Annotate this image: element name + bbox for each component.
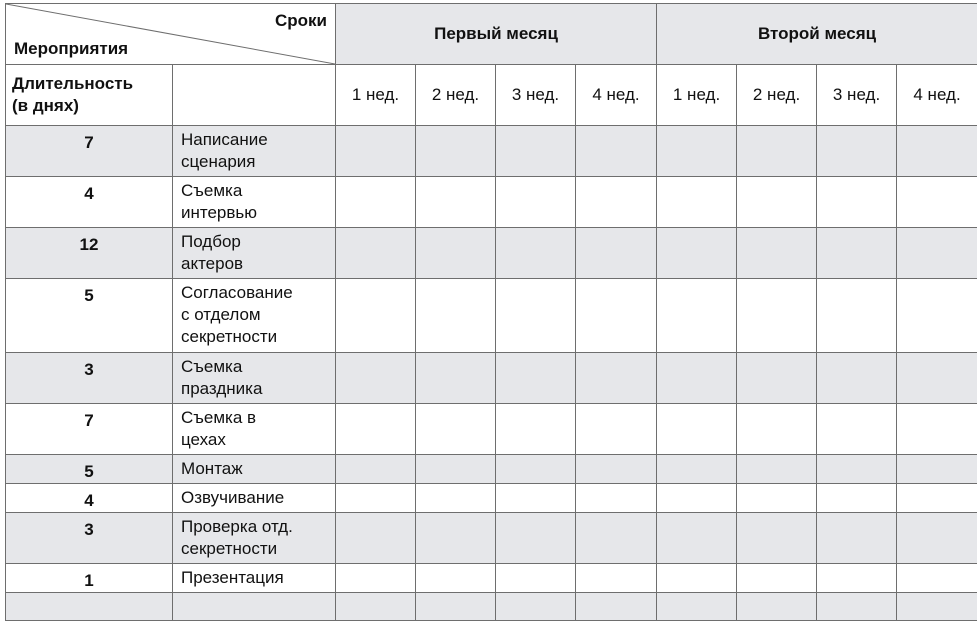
corner-label-terms: Сроки [274, 11, 327, 30]
task-row [6, 564, 977, 593]
task-row [6, 484, 977, 513]
schedule-cell [576, 564, 657, 593]
task-name-line: Презентация [181, 568, 284, 587]
schedule-cell [496, 228, 576, 279]
task-duration: 3 [6, 353, 173, 404]
schedule-cell [737, 228, 817, 279]
schedule-cell [817, 455, 897, 484]
schedule-cell [657, 126, 737, 177]
schedule-cell [416, 455, 496, 484]
task-name-line: цехах [181, 430, 226, 449]
schedule-cell [737, 484, 817, 513]
schedule-cell [336, 126, 416, 177]
task-name-line: Съемка [181, 357, 243, 376]
schedule-cell [817, 228, 897, 279]
schedule-cell [336, 455, 416, 484]
schedule-cell [416, 353, 496, 404]
task-name-line: Озвучивание [181, 488, 285, 507]
schedule-cell [496, 593, 576, 621]
schedule-cell [496, 484, 576, 513]
schedule-cell [657, 455, 737, 484]
schedule-cell [336, 353, 416, 404]
task-name [173, 279, 336, 353]
task-duration: 3 [6, 513, 173, 564]
task-name [173, 513, 336, 564]
schedule-cell [336, 513, 416, 564]
task-row [6, 455, 977, 484]
schedule-cell [817, 564, 897, 593]
schedule-cell [737, 177, 817, 228]
task-name-line: Проверка отд. [181, 517, 293, 536]
schedule-cell [576, 455, 657, 484]
schedule-cell [737, 353, 817, 404]
task-header-blank [173, 65, 336, 126]
schedule-cell [817, 484, 897, 513]
gantt-schedule-table [5, 3, 977, 621]
task-duration: 4 [6, 484, 173, 513]
task-row [6, 593, 977, 621]
task-name [173, 177, 336, 228]
task-name-line: Подбор [181, 232, 241, 251]
schedule-cell [737, 593, 817, 621]
schedule-cell [657, 228, 737, 279]
week-header-m2-w4: 4 нед. [897, 65, 977, 126]
task-name-line: Написание [181, 130, 268, 149]
schedule-cell [496, 126, 576, 177]
schedule-cell [657, 513, 737, 564]
task-name-line: Согласование [181, 283, 293, 302]
task-name [173, 484, 336, 513]
schedule-cell [737, 404, 817, 455]
schedule-cell [496, 564, 576, 593]
task-row [6, 126, 977, 177]
task-name-line: сценария [181, 152, 256, 171]
schedule-cell [416, 593, 496, 621]
task-name-line: актеров [181, 254, 244, 273]
schedule-cell [496, 513, 576, 564]
task-row [6, 177, 977, 228]
schedule-cell [416, 126, 496, 177]
schedule-cell [737, 126, 817, 177]
task-name-line: с отделом [181, 305, 261, 324]
schedule-cell [817, 353, 897, 404]
schedule-cell [657, 404, 737, 455]
task-row [6, 279, 977, 353]
schedule-cell [657, 279, 737, 353]
schedule-cell [897, 513, 977, 564]
schedule-cell [817, 279, 897, 353]
schedule-cell [416, 484, 496, 513]
schedule-cell [817, 126, 897, 177]
duration-header-line2: (в днях) [12, 96, 79, 115]
task-name [173, 564, 336, 593]
week-header-m2-w1: 1 нед. [657, 65, 737, 126]
task-duration: 1 [6, 564, 173, 593]
task-duration: 5 [6, 455, 173, 484]
task-name-line: праздника [181, 379, 263, 398]
task-name-line: секретности [181, 539, 278, 558]
schedule-cell [496, 279, 576, 353]
week-header-m1-w4: 4 нед. [576, 65, 657, 126]
schedule-cell [897, 126, 977, 177]
corner-header-cell [6, 4, 336, 65]
duration-header [6, 65, 173, 126]
week-header-row [6, 65, 977, 126]
schedule-cell [496, 353, 576, 404]
schedule-cell [817, 593, 897, 621]
schedule-cell [336, 564, 416, 593]
task-name-line: секретности [181, 327, 278, 346]
corner-label-activities: Мероприятия [14, 39, 129, 58]
month-header-row [6, 4, 977, 65]
task-name [173, 126, 336, 177]
schedule-cell [657, 177, 737, 228]
task-name [173, 593, 336, 621]
task-row [6, 513, 977, 564]
task-duration: 7 [6, 126, 173, 177]
schedule-cell [576, 126, 657, 177]
schedule-cell [817, 177, 897, 228]
schedule-cell [336, 177, 416, 228]
schedule-cell [416, 404, 496, 455]
task-name [173, 353, 336, 404]
schedule-cell [737, 564, 817, 593]
schedule-cell [336, 279, 416, 353]
schedule-cell [576, 484, 657, 513]
task-name-line: интервью [181, 203, 258, 222]
schedule-cell [897, 593, 977, 621]
month-2-header: Второй месяц [657, 4, 977, 65]
schedule-cell [657, 564, 737, 593]
task-row [6, 353, 977, 404]
schedule-cell [817, 513, 897, 564]
schedule-cell [336, 404, 416, 455]
schedule-cell [576, 593, 657, 621]
schedule-cell [657, 593, 737, 621]
schedule-cell [657, 484, 737, 513]
schedule-cell [416, 228, 496, 279]
task-duration: 5 [6, 279, 173, 353]
week-header-m1-w2: 2 нед. [416, 65, 496, 126]
task-row [6, 404, 977, 455]
schedule-cell [576, 404, 657, 455]
schedule-cell [817, 404, 897, 455]
task-duration: 4 [6, 177, 173, 228]
schedule-cell [897, 484, 977, 513]
task-name [173, 404, 336, 455]
task-name-line: Съемка в [181, 408, 257, 427]
schedule-cell [657, 353, 737, 404]
task-name-line: Монтаж [181, 459, 243, 478]
schedule-cell [897, 404, 977, 455]
schedule-cell [897, 353, 977, 404]
duration-header-line1: Длительность [12, 74, 134, 93]
task-duration: 12 [6, 228, 173, 279]
schedule-cell [416, 177, 496, 228]
task-name [173, 228, 336, 279]
task-row [6, 228, 977, 279]
task-duration: 7 [6, 404, 173, 455]
week-header-m2-w2: 2 нед. [737, 65, 817, 126]
schedule-cell [576, 177, 657, 228]
schedule-cell [336, 228, 416, 279]
week-header-m2-w3: 3 нед. [817, 65, 897, 126]
schedule-cell [336, 593, 416, 621]
schedule-cell [576, 513, 657, 564]
schedule-cell [576, 353, 657, 404]
schedule-cell [897, 177, 977, 228]
schedule-cell [737, 279, 817, 353]
task-name [173, 455, 336, 484]
schedule-cell [897, 228, 977, 279]
schedule-cell [897, 279, 977, 353]
week-header-m1-w1: 1 нед. [336, 65, 416, 126]
schedule-cell [576, 228, 657, 279]
schedule-cell [737, 513, 817, 564]
week-header-m1-w3: 3 нед. [496, 65, 576, 126]
schedule-cell [897, 455, 977, 484]
schedule-cell [416, 513, 496, 564]
task-duration [6, 593, 173, 621]
schedule-cell [496, 455, 576, 484]
schedule-cell [897, 564, 977, 593]
task-name-line: Съемка [181, 181, 243, 200]
schedule-cell [496, 404, 576, 455]
schedule-cell [496, 177, 576, 228]
schedule-cell [576, 279, 657, 353]
schedule-cell [416, 279, 496, 353]
task-rows [6, 126, 977, 621]
month-1-header: Первый месяц [336, 4, 657, 65]
schedule-cell [416, 564, 496, 593]
schedule-cell [737, 455, 817, 484]
schedule-cell [336, 484, 416, 513]
